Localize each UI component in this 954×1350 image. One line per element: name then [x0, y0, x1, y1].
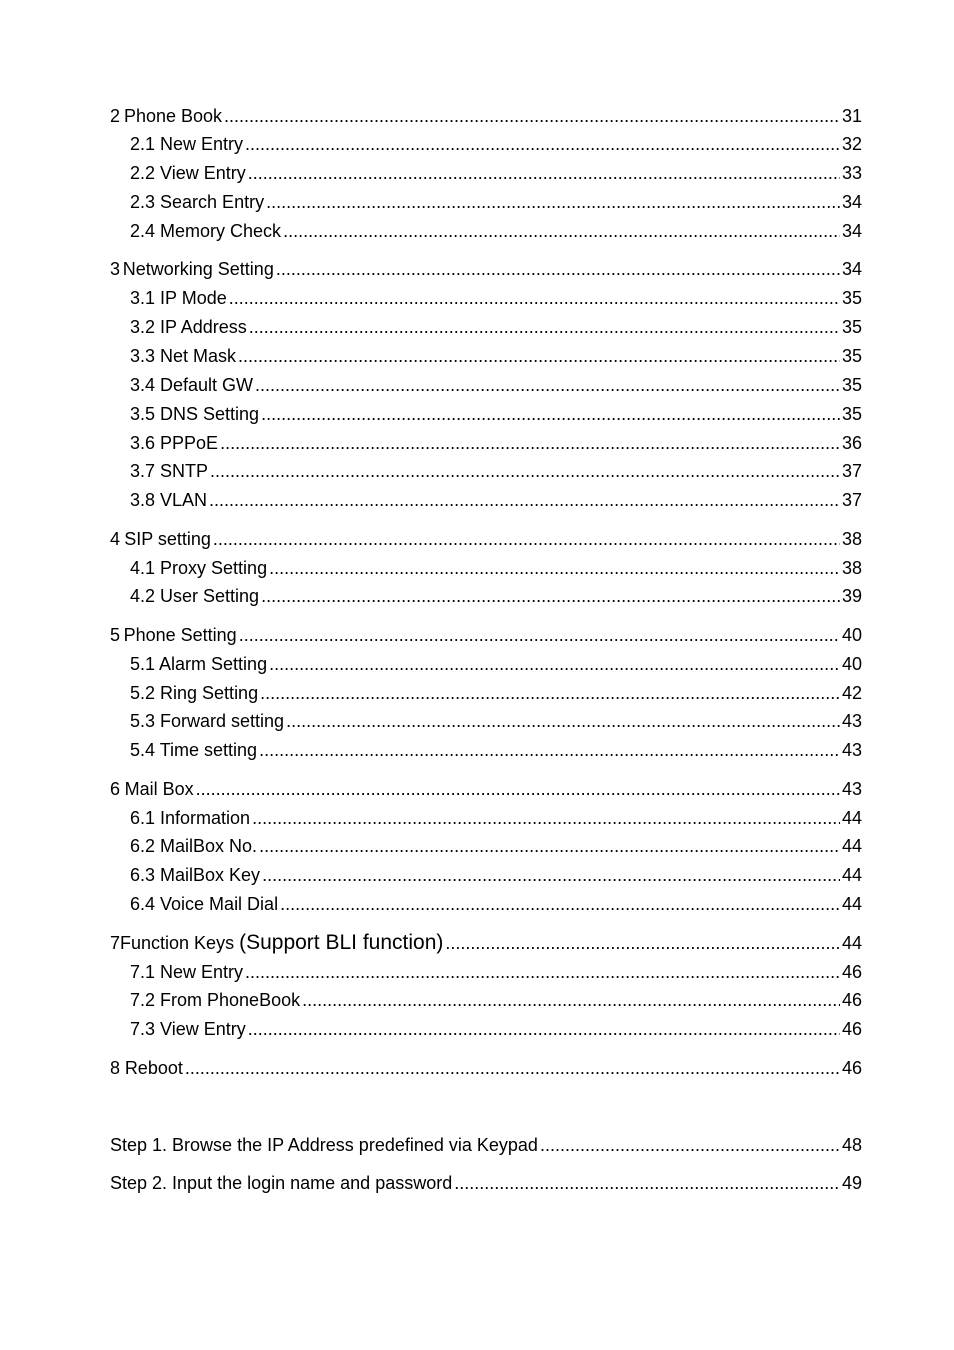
page-number: 44 — [841, 933, 862, 953]
toc-entry-7-3[interactable] — [130, 1017, 862, 1041]
toc-entry-3-6[interactable] — [130, 431, 862, 455]
dot-leader — [220, 431, 840, 455]
dot-leader — [248, 161, 840, 185]
dot-leader — [260, 681, 840, 705]
entry-title: 5.3 Forward setting — [130, 711, 285, 731]
page-number: 43 — [841, 779, 862, 799]
dot-leader — [261, 584, 840, 608]
entry-title: 6.3 MailBox Key — [130, 865, 261, 885]
page-number: 46 — [841, 1019, 862, 1039]
chapter-number: 7 — [110, 933, 121, 953]
chapter-number: 5 — [110, 625, 121, 645]
dot-leader — [302, 988, 840, 1012]
dot-leader — [255, 373, 840, 397]
page-number: 43 — [841, 740, 862, 760]
page-number: 34 — [841, 259, 862, 279]
toc-entry-3-7[interactable] — [130, 459, 862, 483]
page-number: 32 — [841, 134, 862, 154]
entry-title: 3.6 PPPoE — [130, 433, 219, 453]
dot-leader — [213, 527, 840, 551]
dot-leader — [196, 777, 840, 801]
toc-step-1[interactable] — [110, 1133, 862, 1157]
page-number: 35 — [841, 346, 862, 366]
page-number: 37 — [841, 490, 862, 510]
page-number: 33 — [841, 163, 862, 183]
dot-leader — [249, 315, 840, 339]
entry-title: 2.1 New Entry — [130, 134, 244, 154]
dot-leader — [445, 931, 840, 955]
entry-title: 3.7 SNTP — [130, 461, 209, 481]
chapter-number: 3 — [110, 259, 121, 279]
toc-entry-3-8[interactable] — [130, 488, 862, 512]
entry-title: 2.4 Memory Check — [130, 221, 282, 241]
entry-title: 6.2 MailBox No. — [130, 836, 258, 856]
entry-title: 7.1 New Entry — [130, 962, 244, 982]
entry-title: 2.3 Search Entry — [130, 192, 265, 212]
entry-title: 5.1 Alarm Setting — [130, 654, 268, 674]
page-number: 35 — [841, 317, 862, 337]
page-number: 37 — [841, 461, 862, 481]
toc-entry-2-2[interactable] — [130, 161, 862, 185]
dot-leader — [229, 286, 840, 310]
dot-leader — [276, 257, 840, 281]
toc-step-2[interactable] — [110, 1171, 862, 1195]
dot-leader — [259, 738, 840, 762]
dot-leader — [259, 834, 840, 858]
dot-leader — [262, 863, 840, 887]
toc-chapter-5[interactable] — [110, 623, 862, 647]
page-number: 34 — [841, 221, 862, 241]
dot-leader — [224, 104, 840, 128]
entry-title: 5.2 Ring Setting — [130, 683, 259, 703]
dot-leader — [245, 132, 840, 156]
dot-leader — [210, 459, 840, 483]
toc-entry-4-1[interactable] — [130, 556, 862, 580]
toc-chapter-6[interactable] — [110, 777, 862, 801]
page-number: 44 — [841, 894, 862, 914]
toc-entry-6-3[interactable] — [130, 863, 862, 887]
page-number: 42 — [841, 683, 862, 703]
entry-title: 2.2 View Entry — [130, 163, 246, 183]
page-number: 44 — [841, 836, 862, 856]
entry-title: 3.3 Net Mask — [130, 346, 237, 366]
page-number: 35 — [841, 375, 862, 395]
toc-entry-3-2[interactable] — [130, 315, 862, 339]
dot-leader — [266, 190, 840, 214]
dot-leader — [283, 219, 840, 243]
chapter-title: Phone Setting — [123, 625, 237, 645]
dot-leader — [269, 556, 840, 580]
toc-chapter-3[interactable] — [110, 257, 862, 281]
chapter-number: 2 — [110, 106, 121, 126]
toc-chapter-2[interactable] — [110, 104, 862, 128]
toc-entry-6-1[interactable] — [130, 806, 862, 830]
toc-chapter-7[interactable] — [110, 931, 862, 955]
entry-title: 4.2 User Setting — [130, 586, 260, 606]
page-number: 35 — [841, 288, 862, 308]
page-number: 46 — [841, 1058, 862, 1078]
chapter-title: Reboot — [124, 1058, 183, 1078]
chapter-number: 4 — [110, 529, 121, 549]
step-title: Step 2. Input the login name and password — [110, 1173, 453, 1193]
dot-leader — [280, 892, 840, 916]
chapter-title: Networking Setting — [122, 259, 274, 279]
page-number: 48 — [841, 1135, 862, 1155]
entry-title: 4.1 Proxy Setting — [130, 558, 268, 578]
chapter-number: 8 — [110, 1058, 121, 1078]
entry-title: 3.4 Default GW — [130, 375, 254, 395]
entry-title: 6.1 Information — [130, 808, 251, 828]
dot-leader — [209, 488, 840, 512]
chapter-title-suffix: (Support BLI function) — [239, 931, 444, 954]
toc-entry-4-2[interactable] — [130, 584, 862, 608]
dot-leader — [238, 344, 840, 368]
toc-entry-5-1[interactable] — [130, 652, 862, 676]
entry-title: 3.2 IP Address — [130, 317, 247, 337]
page-number: 31 — [841, 106, 862, 126]
toc-entry-7-1[interactable] — [130, 960, 862, 984]
chapter-number: 6 — [110, 779, 121, 799]
entry-title: 3.1 IP Mode — [130, 288, 227, 308]
toc-entry-5-3[interactable] — [130, 709, 862, 733]
chapter-title: SIP setting — [124, 529, 211, 549]
toc-entry-3-1[interactable] — [130, 286, 862, 310]
toc-chapter-8[interactable] — [110, 1056, 862, 1080]
page-number: 43 — [841, 711, 862, 731]
page-number: 46 — [841, 990, 862, 1010]
toc-entry-2-4[interactable] — [130, 219, 862, 243]
toc-entry-3-4[interactable] — [130, 373, 862, 397]
toc-entry-2-1[interactable] — [130, 132, 862, 156]
dot-leader — [185, 1056, 840, 1080]
entry-title: 6.4 Voice Mail Dial — [130, 894, 279, 914]
entry-title: 3.8 VLAN — [130, 490, 208, 510]
step-title: Step 1. Browse the IP Address predefined via Keypad — [110, 1135, 538, 1155]
toc-entry-6-4[interactable] — [130, 892, 862, 916]
page-number: 40 — [841, 625, 862, 645]
toc-entry-3-3[interactable] — [130, 344, 862, 368]
toc-entry-2-3[interactable] — [130, 190, 862, 214]
entry-title: 3.5 DNS Setting — [130, 404, 260, 424]
dot-leader — [245, 960, 840, 984]
chapter-title — [120, 931, 443, 955]
page-number: 46 — [841, 962, 862, 982]
page-number: 39 — [841, 586, 862, 606]
dot-leader — [248, 1017, 840, 1041]
page-number: 38 — [841, 558, 862, 578]
dot-leader — [239, 623, 840, 647]
dot-leader — [454, 1171, 840, 1195]
toc-entry-7-2[interactable] — [130, 988, 862, 1012]
chapter-title: Phone Book — [123, 106, 223, 126]
dot-leader — [540, 1133, 840, 1157]
toc-entry-5-4[interactable] — [130, 738, 862, 762]
chapter-title: Mail Box — [124, 779, 194, 799]
page-number: 44 — [841, 808, 862, 828]
toc-chapter-4[interactable] — [110, 527, 862, 551]
page-number: 38 — [841, 529, 862, 549]
dot-leader — [261, 402, 840, 426]
toc-entry-5-2[interactable] — [130, 681, 862, 705]
page-number: 36 — [841, 433, 862, 453]
entry-title: 7.2 From PhoneBook — [130, 990, 301, 1010]
chapter-title-main: Function Keys — [120, 933, 235, 953]
entry-title: 5.4 Time setting — [130, 740, 258, 760]
dot-leader — [269, 652, 840, 676]
page-number: 49 — [841, 1173, 862, 1193]
page-number: 35 — [841, 404, 862, 424]
toc-entry-6-2[interactable] — [130, 834, 862, 858]
dot-leader — [252, 806, 840, 830]
entry-title: 7.3 View Entry — [130, 1019, 246, 1039]
toc-entry-3-5[interactable] — [130, 402, 862, 426]
dot-leader — [286, 709, 840, 733]
page-number: 40 — [841, 654, 862, 674]
page-number: 44 — [841, 865, 862, 885]
page-number: 34 — [841, 192, 862, 212]
